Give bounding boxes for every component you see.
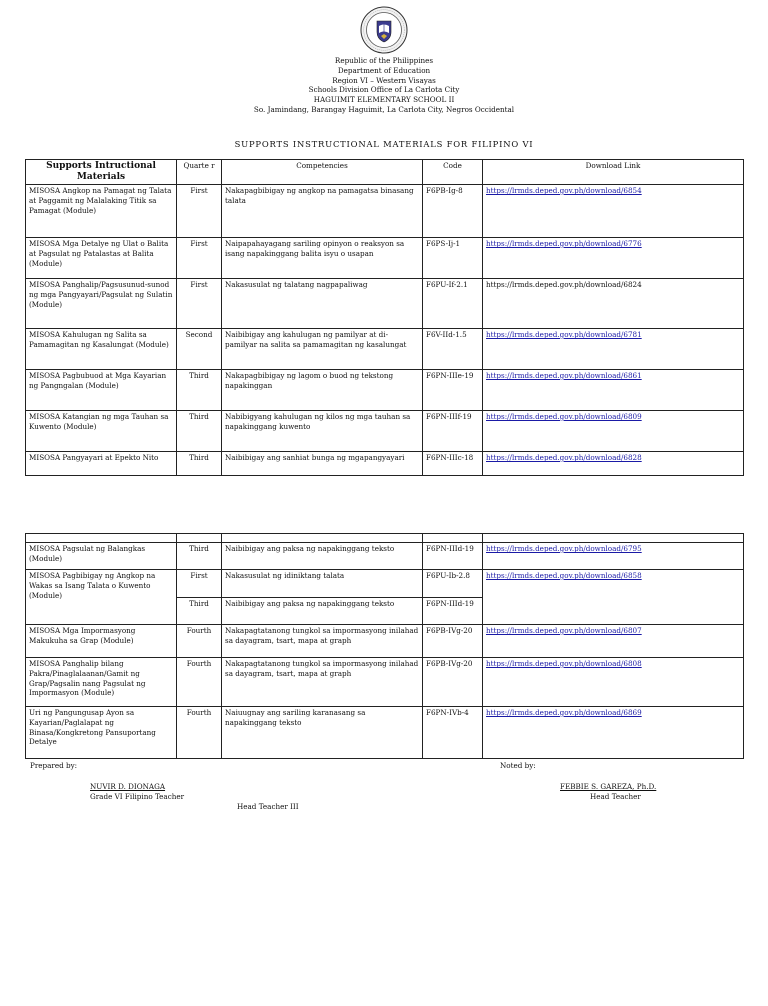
material-cell: MISOSA Katangian ng mga Tauhan sa Kuwento (Module): [26, 411, 177, 452]
material-cell: MISOSA Panghalip bilang Pakra/Pinaglalaanan/Gamit ng Grap/Pagsalin nang Pagsulat ng Impormasyon (Module): [26, 658, 177, 707]
competency-cell: Nakapagbibigay ng lagom o buod ng tekstong napakinggan: [222, 370, 423, 411]
header-address: So. Jamindang, Barangay Haguimit, La Carlota City, Negros Occidental: [253, 104, 515, 114]
header-region: Region VI – Western Visayas: [332, 75, 436, 85]
material-cell: MISOSA Pagbibigay ng Angkop na Wakas sa Isang Talata o Kuwento (Module): [26, 570, 177, 625]
code-cell: F6PN-IIIf-19: [423, 411, 483, 452]
code-cell: F6PN-IIId-19: [423, 543, 483, 570]
materials-table-1: [25, 159, 744, 476]
competency-cell: Nakapagbibigay ng angkop na pamagatsa binasang talata: [222, 185, 423, 238]
material-cell: MISOSA Pangyayari at Epekto Nito: [26, 452, 177, 476]
material-cell: MISOSA Panghalip/Pagsusunud-sunod ng mga Pangyayari/Pagsulat ng Sulatin (Module): [26, 279, 177, 329]
head-teacher-name: FEBBIE S. GAREZA, Ph.D.: [560, 782, 657, 791]
quarter-cell: First: [177, 279, 222, 329]
column-header-code: Code: [423, 160, 483, 185]
download-link[interactable]: https://lrmds.deped.gov.ph/download/6854: [486, 186, 642, 195]
teacher-title: Grade VI Filipino Teacher: [90, 792, 185, 801]
competency-cell: Nakasusulat ng talatang nagpapaliwag: [222, 279, 423, 329]
code-cell: F6PN-IVb-4: [423, 707, 483, 759]
table-row: [26, 238, 744, 279]
download-link[interactable]: https://lrmds.deped.gov.ph/download/6776: [486, 239, 642, 248]
competency-cell: Naibibigay ang paksa ng napakinggang teksto: [222, 598, 423, 625]
quarter-cell: Third: [177, 411, 222, 452]
table-row: [26, 658, 744, 707]
download-link[interactable]: https://lrmds.deped.gov.ph/download/6828: [486, 453, 642, 462]
header-school: HAGUIMIT ELEMENTARY SCHOOL II: [313, 95, 455, 105]
competency-cell: Nakasusulat ng idiniktang talata: [222, 570, 423, 598]
code-cell: F6PS-Ij-1: [423, 238, 483, 279]
table-row: [26, 570, 744, 598]
material-cell: MISOSA Angkop na Pamagat ng Talata at Paggamit ng Malalaking Titik sa Pamagat (Module): [26, 185, 177, 238]
column-header-download-link: Download Link: [483, 160, 744, 185]
teacher-name: NUVIR D. DIONAGA: [90, 782, 166, 791]
letterhead: [0, 56, 768, 115]
quarter-cell: Fourth: [177, 625, 222, 658]
quarter-cell: Third: [177, 452, 222, 476]
quarter-cell: Fourth: [177, 658, 222, 707]
competency-cell: Nakapagtatanong tungkol sa impormasyong inilahad sa dayagram, tsart, mapa at graph: [222, 625, 423, 658]
prepared-by-label: Prepared by:: [30, 761, 78, 770]
quarter-cell: Third: [177, 598, 222, 625]
quarter-cell: Third: [177, 370, 222, 411]
download-link[interactable]: https://lrmds.deped.gov.ph/download/6808: [486, 659, 642, 668]
code-cell: F6PU-If-2.1: [423, 279, 483, 329]
head-teacher-title: Head Teacher: [590, 792, 641, 801]
noted-by-label: Noted by:: [500, 761, 536, 770]
download-link[interactable]: https://lrmds.deped.gov.ph/download/6809: [486, 412, 642, 421]
download-link[interactable]: https://lrmds.deped.gov.ph/download/6781: [486, 330, 642, 339]
column-header-quarter: Quarte r: [177, 160, 222, 185]
column-header-competencies: Competencies: [222, 160, 423, 185]
download-link[interactable]: https://lrmds.deped.gov.ph/download/6807: [486, 626, 642, 635]
material-cell: MISOSA Pagsulat ng Balangkas (Module): [26, 543, 177, 570]
table-row: [26, 279, 744, 329]
competency-cell: Naibibigay ang sanhiat bunga ng mgapangyayari: [222, 452, 423, 476]
competency-cell: Naibibigay ang kahulugan ng pamilyar at di-pamilyar na salita sa pamamagitan ng kasalungat: [222, 329, 423, 370]
quarter-cell: Third: [177, 543, 222, 570]
material-cell: MISOSA Mga Detalye ng Ulat o Balita at Pagsulat ng Patalastas at Balita (Module): [26, 238, 177, 279]
code-cell: F6PU-Ib-2.8: [423, 570, 483, 598]
column-header-materials: Supports Intructional Materials: [26, 160, 177, 185]
material-cell: Uri ng Pangungusap Ayon sa Kayarian/Paglalapat ng Binasa/Kongkretong Pansuportang Detalye: [26, 707, 177, 759]
header-division: Schools Division Office of La Carlota City: [308, 85, 460, 95]
material-cell: MISOSA Pagbubuod at Mga Kayarian ng Pangngalan (Module): [26, 370, 177, 411]
table-row: [26, 452, 744, 476]
table-row: [26, 411, 744, 452]
material-cell: MISOSA Kahulugan ng Salita sa Pamamagitan ng Kasalungat (Module): [26, 329, 177, 370]
code-cell: F6PN-IIId-19: [423, 598, 483, 625]
table-row: [26, 185, 744, 238]
code-cell: F6PB-IVg-20: [423, 625, 483, 658]
competency-cell: Nakapagtatanong tungkol sa impormasyong inilahad sa dayagram, tsart, mapa at graph: [222, 658, 423, 707]
code-cell: F6PN-IIIe-19: [423, 370, 483, 411]
download-link[interactable]: https://lrmds.deped.gov.ph/download/6869: [486, 708, 642, 717]
table-row: [26, 707, 744, 759]
download-link-text: https://lrmds.deped.gov.ph/download/6824: [486, 280, 642, 289]
header-republic: Republic of the Philippines: [334, 56, 434, 65]
header-department: Department of Education: [337, 65, 431, 75]
download-link[interactable]: https://lrmds.deped.gov.ph/download/6861: [486, 371, 642, 380]
quarter-cell: Second: [177, 329, 222, 370]
download-link[interactable]: https://lrmds.deped.gov.ph/download/6858: [486, 571, 642, 580]
table-row: [26, 370, 744, 411]
deped-seal-logo: [360, 6, 408, 54]
code-cell: F6PB-Ig-8: [423, 185, 483, 238]
quarter-cell: First: [177, 238, 222, 279]
table-row: [26, 329, 744, 370]
quarter-cell: First: [177, 185, 222, 238]
material-cell: MISOSA Mga Impormasyong Makukuha sa Grap (Module): [26, 625, 177, 658]
table-row: [26, 625, 744, 658]
competency-cell: Naiuugnay ang sariling karanasang sa napakinggang teksto: [222, 707, 423, 759]
quarter-cell: Fourth: [177, 707, 222, 759]
code-cell: F6PN-IIIc-18: [423, 452, 483, 476]
competency-cell: Naipapahayagang sariling opinyon o reaksyon sa isang napakinggang balita isyu o usapan: [222, 238, 423, 279]
document-title: SUPPORTS INSTRUCTIONAL MATERIALS FOR FILIPINO VI: [234, 139, 534, 149]
competency-cell: Naibibigay ang paksa ng napakinggang teksto: [222, 543, 423, 570]
code-cell: F6PB-IVg-20: [423, 658, 483, 707]
quarter-cell: First: [177, 570, 222, 598]
download-link[interactable]: https://lrmds.deped.gov.ph/download/6795: [486, 544, 642, 553]
head-teacher-iii-title: Head Teacher III: [237, 802, 299, 811]
code-cell: F6V-IId-1.5: [423, 329, 483, 370]
competency-cell: Nabibigyang kahulugan ng kilos ng mga tauhan sa napakinggang kuwento: [222, 411, 423, 452]
table-row: [26, 543, 744, 570]
materials-table-2: [25, 533, 744, 759]
blank-header-row: [26, 534, 744, 543]
